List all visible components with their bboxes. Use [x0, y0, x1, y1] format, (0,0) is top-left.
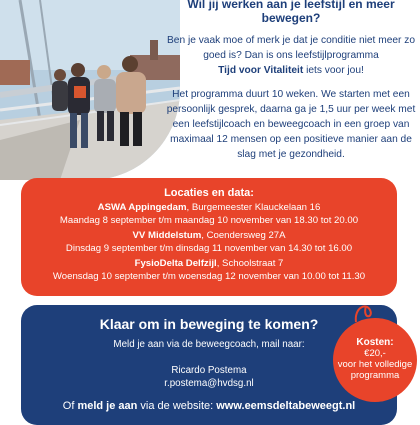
- price-value: €20,-: [364, 348, 386, 359]
- locations-title: Locaties en data:: [164, 187, 254, 199]
- location-middelstum: VV Middelstum, Coendersweg 27A Dinsdag 9 september t/m dinsdag 11 november van 14.30 tot 16.00: [65, 230, 353, 254]
- walking-group-photo: [0, 0, 180, 180]
- headline: Wil jij werken aan je leefstijl en meer bewegen?: [187, 0, 395, 25]
- signup-title: Klaar om in beweging te komen?: [99, 316, 319, 332]
- program-name: Tijd voor Vitaliteit: [218, 65, 304, 76]
- intro-paragraph-2: Het programma duurt 10 weken. We starten met een persoonlijk gesprek, daarna ga je 1,5 uur per week met een leefstijlcoach en beweegcoach in een groep van maximaal 12 mensen op een positieve manier aan de slag met je gezondheid.: [166, 89, 416, 160]
- intro-paragraph-1: Ben je vaak moe of merk je dat je conditie niet meer zo goed is? Dan is ons leefstijlprogramma Tijd voor Vitaliteit iets voor jou!: [166, 35, 416, 76]
- price-badge: Kosten: €20,- voor het volledige programma: [333, 318, 417, 402]
- contact-email[interactable]: r.postema@hvdsg.nl: [164, 378, 254, 389]
- locations-panel: [21, 178, 397, 296]
- signup-instruction: Meld je aan via de beweegcoach, mail naar:: [113, 339, 305, 350]
- website-line: Of meld je aan via de website: www.eemsdeltabeweegt.nl: [62, 400, 356, 412]
- contact-name: Ricardo Postema: [171, 365, 247, 376]
- location-delfzijl: FysioDelta Delfzijl, Schoolstraat 7 Woensdag 10 september t/m woensdag 12 november van 10.00 tot 11.30: [52, 258, 366, 282]
- price-label: Kosten:: [356, 337, 394, 348]
- intro-text: [160, 0, 420, 171]
- location-appingedam: ASWA Appingedam, Burgemeester Klauckelaan 16 Maandag 8 september t/m maandag 10 november van 18.30 tot 20.00: [59, 202, 359, 226]
- website-link[interactable]: www.eemsdeltabeweegt.nl: [216, 400, 356, 412]
